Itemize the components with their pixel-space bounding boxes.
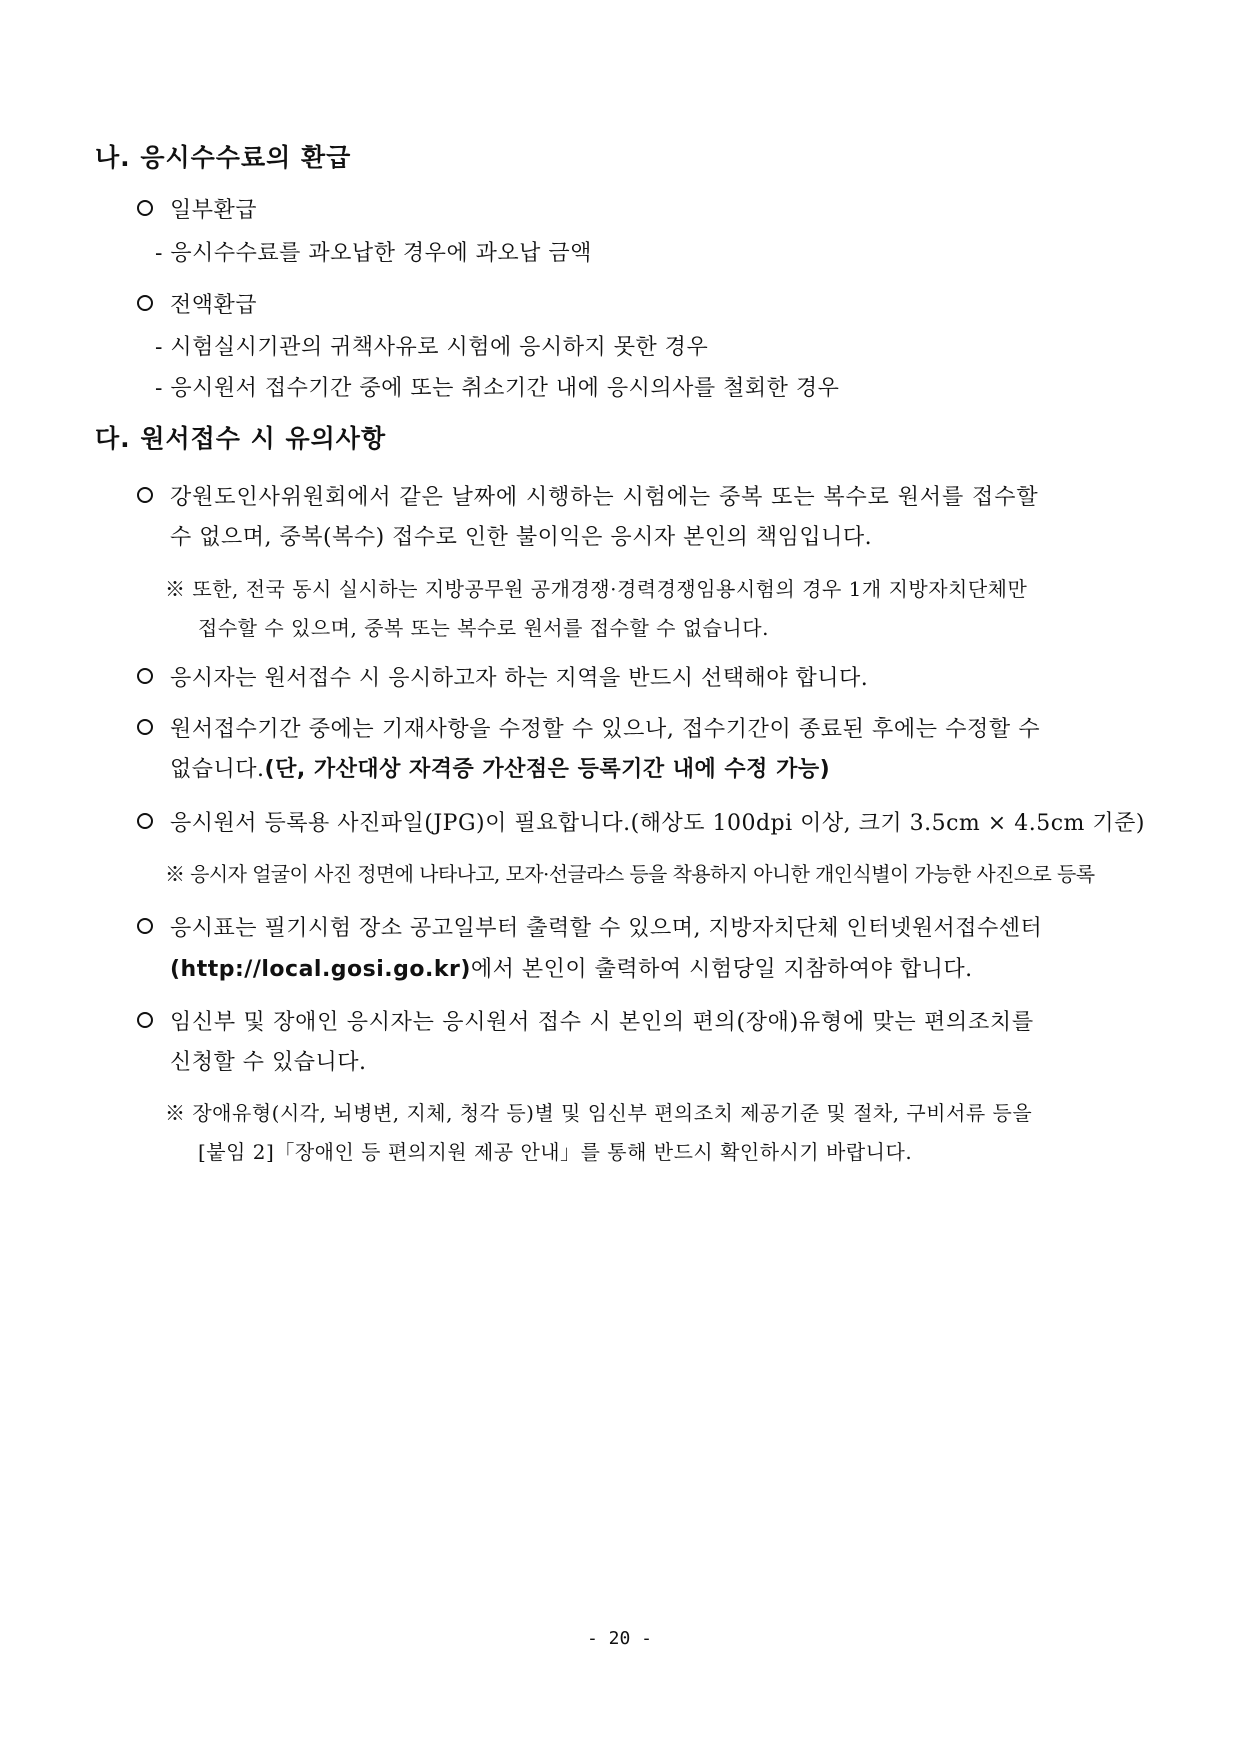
caution-2-line1: 응시자는 원서접수 시 응시하고자 하는 지역을 반드시 선택해야 합니다. bbox=[170, 666, 869, 691]
caution-3-line1: 원서접수기간 중에는 기재사항을 수정할 수 있으나, 접수기간이 종료된 후에는 수정할 수 bbox=[170, 717, 1041, 742]
caution-3-line2 bbox=[170, 752, 830, 783]
caution-5-line2 bbox=[170, 952, 973, 983]
bullet-circle-icon bbox=[137, 668, 153, 684]
bullet-circle-icon bbox=[137, 487, 153, 503]
refund-full-title: 전액환급 bbox=[170, 293, 258, 318]
caution-1-line1: 강원도인사위원회에서 같은 날짜에 시행하는 시험에는 중복 또는 복수로 원서를 접수할 bbox=[170, 485, 1039, 510]
caution-1-line2: 수 없으며, 중복(복수) 접수로 인한 불이익은 응시자 본인의 책임입니다. bbox=[170, 525, 873, 550]
caution-6-line1: 임신부 및 장애인 응시자는 응시원서 접수 시 본인의 편의(장애)유형에 맞는 편의조치를 bbox=[170, 1010, 1034, 1035]
caution-6-note2: [붙임 2]「장애인 등 편의지원 제공 안내」를 통해 반드시 확인하시기 바랍니다. bbox=[198, 1140, 913, 1164]
caution-5-line2-text: 에서 본인이 출력하여 시험당일 지참하여야 합니다. bbox=[470, 957, 973, 982]
refund-full-item: - 응시원서 접수기간 중에 또는 취소기간 내에 응시의사를 철회한 경우 bbox=[155, 376, 840, 401]
caution-1-note1: ※ 또한, 전국 동시 실시하는 지방공무원 공개경쟁·경력경쟁임용시험의 경우 1개 지방자치단체만 bbox=[165, 577, 1028, 601]
bullet-circle-icon bbox=[137, 813, 153, 829]
section-heading-refund: 나. 응시수수료의 환급 bbox=[95, 143, 352, 172]
page-number: - 20 - bbox=[586, 1628, 653, 1649]
caution-6-note1: ※ 장애유형(시각, 뇌병변, 지체, 청각 등)별 및 임신부 편의조치 제공기준 및 절차, 구비서류 등을 bbox=[165, 1101, 1033, 1125]
caution-5-line1: 응시표는 필기시험 장소 공고일부터 출력할 수 있으며, 지방자치단체 인터넷원서접수센터 bbox=[170, 916, 1043, 941]
caution-1-note2: 접수할 수 있으며, 중복 또는 복수로 원서를 접수할 수 없습니다. bbox=[198, 616, 769, 640]
bullet-circle-icon bbox=[137, 918, 153, 934]
refund-partial-item: - 응시수수료를 과오납한 경우에 과오납 금액 bbox=[155, 241, 592, 266]
bullet-circle-icon bbox=[137, 295, 153, 311]
section-heading-cautions: 다. 원서접수 시 유의사항 bbox=[95, 424, 387, 453]
bullet-circle-icon bbox=[137, 200, 153, 216]
caution-4-note1: ※ 응시자 얼굴이 사진 정면에 나타나고, 모자·선글라스 등을 착용하지 아니한 개인식별이 가능한 사진으로 등록 bbox=[165, 862, 1095, 886]
gosi-link[interactable]: (http://local.gosi.go.kr) bbox=[170, 957, 471, 982]
refund-full-item: - 시험실시기관의 귀책사유로 시험에 응시하지 못한 경우 bbox=[155, 335, 709, 360]
bullet-circle-icon bbox=[137, 1012, 153, 1028]
caution-3-line2-text: 없습니다. bbox=[170, 757, 265, 782]
bullet-circle-icon bbox=[137, 719, 153, 735]
caution-3-bold-note: (단, 가산대상 자격증 가산점은 등록기간 내에 수정 가능) bbox=[264, 757, 831, 782]
refund-partial-title: 일부환급 bbox=[170, 198, 258, 223]
caution-6-line2: 신청할 수 있습니다. bbox=[170, 1050, 367, 1075]
caution-4-line1: 응시원서 등록용 사진파일(JPG)이 필요합니다.(해상도 100dpi 이상, 크기 3.5cm × 4.5cm 기준) bbox=[170, 811, 1145, 836]
